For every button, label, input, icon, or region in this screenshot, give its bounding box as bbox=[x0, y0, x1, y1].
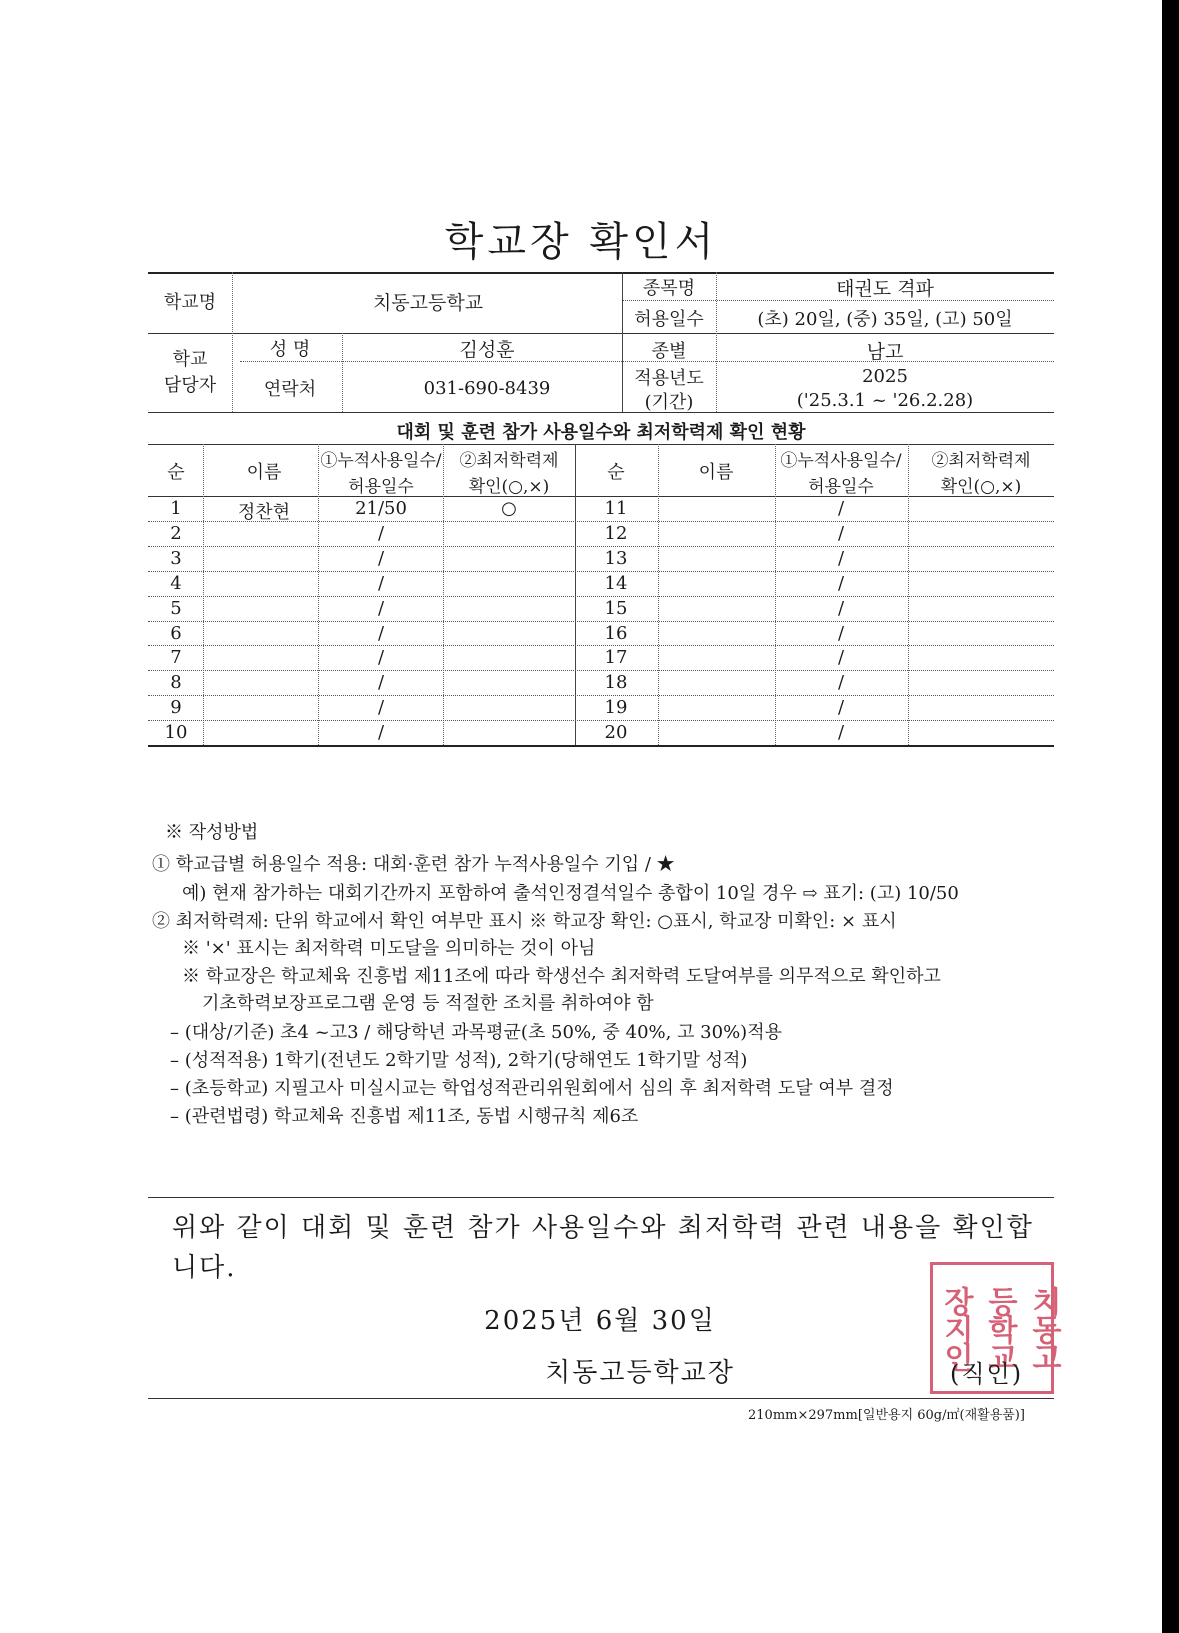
table-cell-name: 정찬현 bbox=[237, 502, 291, 523]
allowed-days-value: (초) 20일, (중) 35일, (고) 50일 bbox=[757, 309, 1013, 330]
note-line: – (대상/기준) 초4 ~고3 / 해당학년 과목평균(초 50%, 중 40%, 고 30%)적용 bbox=[170, 1022, 782, 1043]
event-value: 태권도 격파 bbox=[836, 278, 934, 300]
note-line: ※ '×' 표시는 최저학력 미도달을 의미하는 것이 아님 bbox=[182, 938, 596, 959]
table-cell-days: / bbox=[837, 522, 845, 544]
table-cell-no: 4 bbox=[170, 572, 182, 594]
table-cell-no: 1 bbox=[170, 498, 182, 519]
col-header-min: 확인(○,×) bbox=[940, 477, 1022, 497]
seal-text: 치동고 bbox=[1026, 1286, 1061, 1370]
notes-heading: ※ 작성방법 bbox=[165, 822, 259, 843]
divider bbox=[622, 272, 623, 412]
table-cell-days: / bbox=[837, 622, 845, 644]
table-cell-no: 15 bbox=[604, 597, 628, 619]
table-cell-days: / bbox=[377, 547, 385, 569]
table-cell-days: / bbox=[377, 722, 385, 744]
divider bbox=[342, 333, 343, 412]
divider bbox=[232, 272, 233, 412]
row-divider bbox=[148, 571, 1054, 572]
year-value: 2025 bbox=[862, 366, 908, 387]
table-cell-no: 19 bbox=[604, 697, 628, 719]
table-cell-no: 9 bbox=[170, 697, 182, 719]
gender-value: 남고 bbox=[866, 341, 904, 363]
table-bottom-border bbox=[148, 745, 1054, 747]
person-name-label: 성 명 bbox=[269, 339, 311, 360]
paper-spec-footer: 210mm×297mm[일반용지 60g/㎡(재활용품)] bbox=[748, 1408, 1025, 1423]
table-cell-no: 17 bbox=[604, 647, 628, 669]
person-name-value: 김성훈 bbox=[459, 339, 515, 361]
table-cell-no: 12 bbox=[604, 522, 628, 544]
divider bbox=[148, 1197, 1054, 1198]
table-cell-no: 3 bbox=[170, 547, 182, 569]
document-title: 학교장 확인서 bbox=[444, 219, 718, 265]
contact-value: 031-690-8439 bbox=[423, 378, 551, 399]
table-cell-no: 18 bbox=[604, 672, 628, 694]
col-header-min: ②최저학력제 bbox=[459, 451, 559, 471]
table-cell-no: 11 bbox=[604, 498, 628, 519]
divider bbox=[575, 444, 576, 745]
status-table-title: 대회 및 훈련 참가 사용일수와 최저학력제 확인 현황 bbox=[396, 422, 806, 443]
row-divider bbox=[148, 645, 1054, 646]
table-cell-days: / bbox=[837, 697, 845, 719]
note-line: ※ 학교장은 학교체육 진흥법 제11조에 따라 학생선수 최저학력 도달여부를 의무적으로 확인하고 bbox=[182, 966, 941, 987]
table-cell-no: 8 bbox=[170, 672, 182, 694]
year-label-2: (기간) bbox=[644, 392, 694, 413]
table-cell-days: / bbox=[837, 498, 845, 519]
col-header-name: 이름 bbox=[246, 462, 282, 483]
divider bbox=[775, 444, 776, 745]
contact-label: 연락처 bbox=[263, 379, 317, 400]
col-header-no: 순 bbox=[607, 462, 625, 483]
school-name-value: 치동고등학교 bbox=[372, 292, 484, 314]
table-cell-days: 21/50 bbox=[355, 498, 407, 519]
divider bbox=[318, 444, 319, 745]
manager-label-1: 학교 bbox=[172, 349, 208, 370]
year-label-1: 적용년도 bbox=[634, 368, 704, 389]
divider bbox=[148, 1398, 1054, 1399]
table-cell-days: / bbox=[837, 572, 845, 594]
table-cell-days: / bbox=[837, 672, 845, 694]
declaration-line-1: 위와 같이 대회 및 훈련 참가 사용일수와 최저학력 관련 내용을 확인합 bbox=[172, 1213, 1034, 1243]
table-cell-no: 5 bbox=[170, 597, 182, 619]
col-header-days: 허용일수 bbox=[808, 477, 874, 497]
period-value: ('25.3.1 ~ '26.2.28) bbox=[796, 390, 974, 411]
table-cell-no: 13 bbox=[604, 547, 628, 569]
event-label: 종목명 bbox=[642, 278, 696, 299]
note-line: ② 최저학력제: 단위 학교에서 확인 여부만 표시 ※ 학교장 확인: ○표시, 학교장 미확인: × 표시 bbox=[152, 911, 897, 932]
divider bbox=[716, 272, 717, 412]
allowed-days-label: 허용일수 bbox=[634, 309, 704, 330]
issue-date: 2025년 6월 30일 bbox=[484, 1306, 716, 1336]
divider bbox=[658, 444, 659, 745]
table-cell-no: 20 bbox=[604, 722, 628, 744]
table-cell-no: 10 bbox=[164, 722, 188, 744]
table-cell-days: / bbox=[377, 647, 385, 669]
divider bbox=[148, 412, 1054, 413]
signer-name: 치동고등학교장 bbox=[545, 1358, 735, 1388]
table-cell-days: / bbox=[377, 597, 385, 619]
table-cell-days: / bbox=[377, 572, 385, 594]
note-line: – (성적적용) 1학기(전년도 2학기말 성적), 2학기(당해연도 1학기말 성적) bbox=[170, 1050, 748, 1071]
seal-text: 등학교 bbox=[982, 1286, 1017, 1370]
col-header-days: ①누적사용일수/ bbox=[320, 451, 442, 471]
col-header-days: 허용일수 bbox=[348, 477, 414, 497]
note-line: ① 학교급별 허용일수 적용: 대회·훈련 참가 누적사용일수 기입 / ★ bbox=[152, 854, 675, 875]
table-cell-days: / bbox=[377, 697, 385, 719]
col-header-name: 이름 bbox=[698, 462, 734, 483]
note-line: – (관련법령) 학교체육 진흥법 제11조, 동법 시행규칙 제6조 bbox=[170, 1106, 639, 1127]
table-cell-no: 7 bbox=[170, 647, 182, 669]
table-cell-no: 14 bbox=[604, 572, 628, 594]
row-divider bbox=[148, 695, 1054, 696]
table-cell-days: / bbox=[377, 672, 385, 694]
table-cell-days: / bbox=[377, 522, 385, 544]
table-cell-days: / bbox=[837, 722, 845, 744]
row-divider bbox=[148, 720, 1054, 721]
school-name-label: 학교명 bbox=[163, 292, 217, 313]
row-divider bbox=[148, 546, 1054, 547]
declaration-line-2: 니다. bbox=[172, 1253, 237, 1283]
col-header-min: ②최저학력제 bbox=[931, 451, 1031, 471]
divider bbox=[908, 444, 909, 745]
note-line: 예) 현재 참가하는 대회기간까지 포함하여 출석인정결석일수 총합이 10일 경우 ⇨ 표기: (고) 10/50 bbox=[182, 883, 959, 904]
col-header-min: 확인(○,×) bbox=[468, 477, 550, 497]
manager-label-2: 담당자 bbox=[163, 375, 217, 396]
divider bbox=[443, 444, 444, 745]
table-cell-days: / bbox=[837, 647, 845, 669]
row-divider bbox=[148, 596, 1054, 597]
row-divider bbox=[148, 621, 1054, 622]
table-cell-no: 2 bbox=[170, 522, 182, 544]
divider bbox=[148, 496, 1054, 497]
seal-text: 장지인 bbox=[938, 1286, 973, 1370]
note-line: 기초학력보장프로그램 운영 등 적절한 조치를 취하여야 함 bbox=[202, 993, 654, 1014]
divider bbox=[148, 333, 1054, 334]
row-divider bbox=[148, 670, 1054, 671]
table-cell-check: ○ bbox=[501, 498, 517, 519]
table-cell-days: / bbox=[837, 547, 845, 569]
seal-mark: (직인) bbox=[950, 1360, 1024, 1388]
table-cell-days: / bbox=[377, 622, 385, 644]
divider bbox=[240, 361, 1054, 362]
table-cell-no: 6 bbox=[170, 622, 182, 644]
gender-label: 종별 bbox=[651, 341, 687, 362]
row-divider bbox=[148, 521, 1054, 522]
divider bbox=[203, 444, 204, 745]
table-cell-days: / bbox=[837, 597, 845, 619]
col-header-days: ①누적사용일수/ bbox=[780, 451, 902, 471]
table-cell-no: 16 bbox=[604, 622, 628, 644]
col-header-no: 순 bbox=[167, 462, 185, 483]
divider bbox=[148, 444, 1054, 445]
note-line: – (초등학교) 지필고사 미실시교는 학업성적관리위원회에서 심의 후 최저학력 도달 여부 결정 bbox=[170, 1078, 894, 1099]
